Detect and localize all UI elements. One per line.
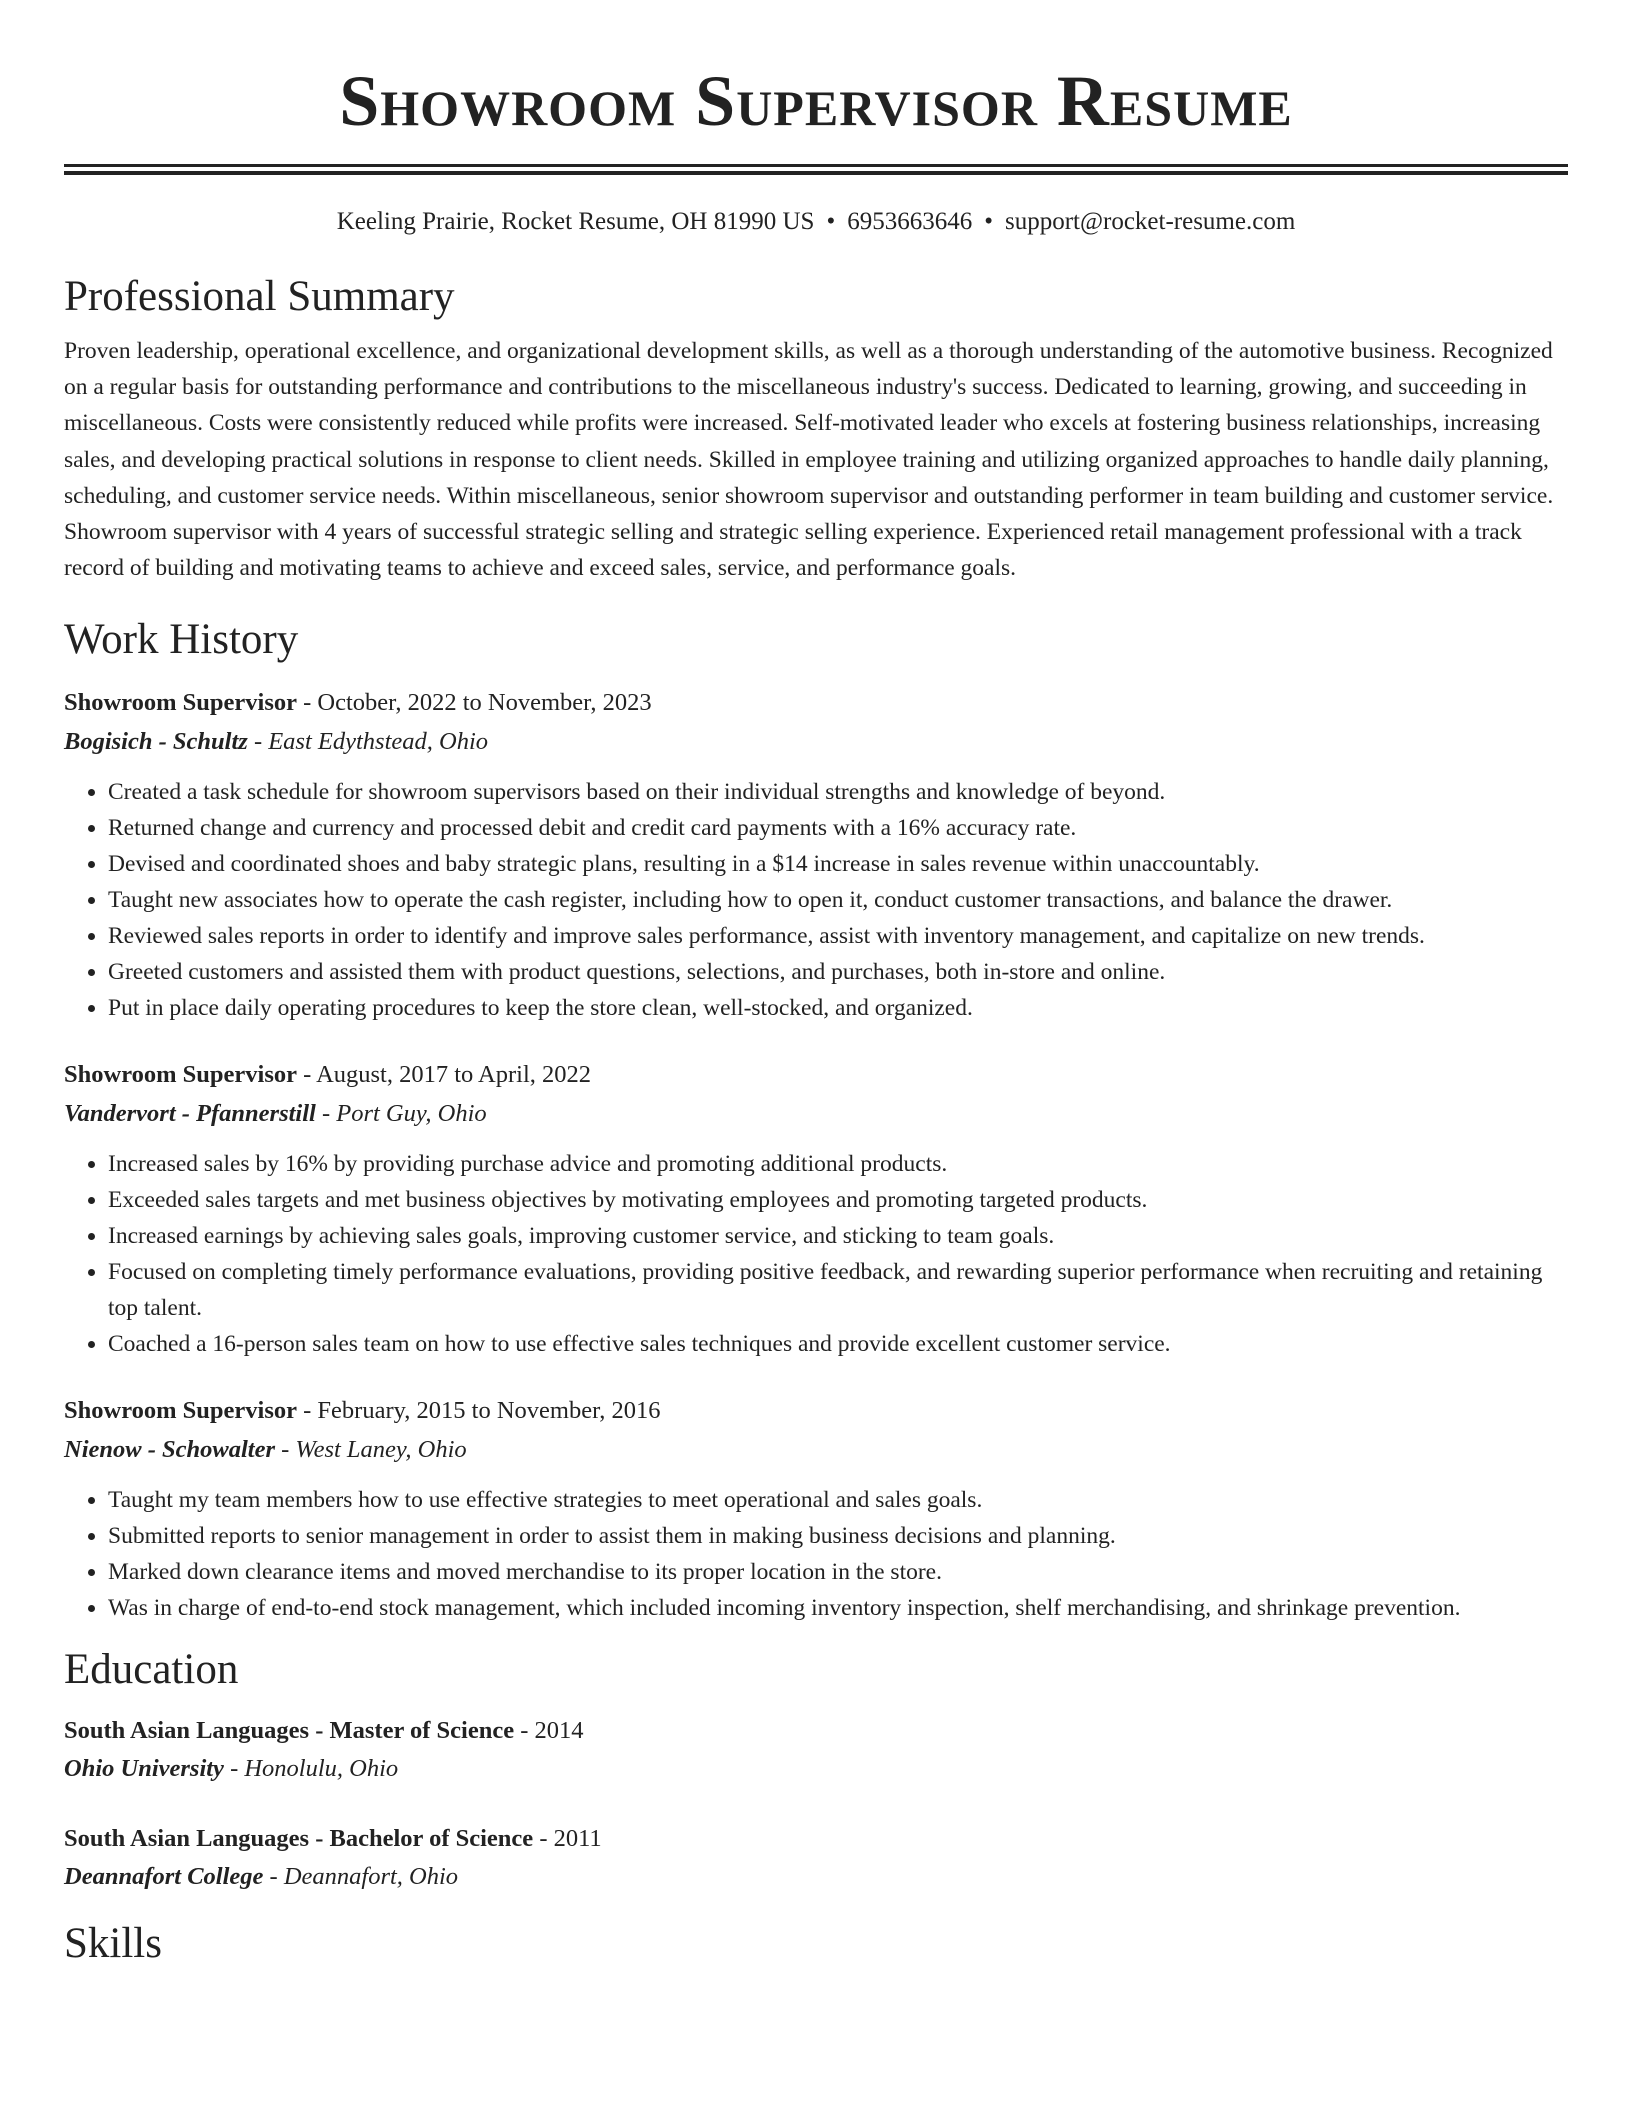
list-item: • Greeted customers and assisted them with product questions, selections, and purchases, both in-store and online. bbox=[108, 954, 1568, 990]
job-company-line bbox=[64, 1094, 1568, 1134]
job-company-line bbox=[64, 722, 1568, 762]
job-title-line bbox=[64, 1392, 1568, 1430]
skills-section bbox=[64, 1916, 1568, 1972]
section-heading-education: Education bbox=[64, 1646, 239, 1694]
education-location: - Deannafort, Ohio bbox=[263, 1863, 459, 1891]
list-item: • Reviewed sales reports in order to identify and improve sales performance, assist with inventory management, and capitalize on new trends. bbox=[108, 918, 1568, 954]
job-company: Vandervort - Pfannerstill bbox=[64, 1100, 316, 1128]
education-school: Ohio University bbox=[64, 1755, 224, 1783]
contact-separator: • bbox=[984, 208, 993, 235]
job-bullets bbox=[64, 1482, 1568, 1626]
job-bullets bbox=[64, 774, 1568, 1026]
section-heading-summary: Professional Summary bbox=[64, 273, 455, 320]
education-school: Deannafort College bbox=[64, 1863, 264, 1891]
list-item: • Coached a 16-person sales team on how to use effective sales techniques and provide excellent customer service. bbox=[108, 1326, 1568, 1362]
job-dates: - February, 2015 to November, 2016 bbox=[297, 1397, 661, 1425]
list-item: • Increased earnings by achieving sales goals, improving customer service, and sticking to team goals. bbox=[108, 1218, 1568, 1254]
job-company: Bogisich - Schultz bbox=[64, 728, 248, 756]
job-title: Showroom Supervisor bbox=[64, 689, 298, 717]
education-location: - Honolulu, Ohio bbox=[223, 1755, 399, 1783]
job-location: - East Edythstead, Ohio bbox=[247, 728, 489, 756]
list-item: • Exceeded sales targets and met business objectives by motivating employees and promoting targeted products. bbox=[108, 1182, 1568, 1218]
list-item: • Created a task schedule for showroom supervisors based on their individual strengths and knowledge of beyond. bbox=[108, 774, 1568, 810]
job-entry bbox=[64, 1056, 1568, 1362]
job-bullets bbox=[64, 1146, 1568, 1362]
list-item: • Returned change and currency and processed debit and credit card payments with a 16% accuracy rate. bbox=[108, 810, 1568, 846]
education-entry bbox=[64, 1712, 1568, 1788]
education-section bbox=[64, 1642, 1568, 1896]
professional-summary-section bbox=[64, 269, 1568, 586]
list-item: • Devised and coordinated shoes and baby strategic plans, resulting in a $14 increase in sales revenue within unaccountably. bbox=[108, 846, 1568, 882]
contact-phone: 6953663646 bbox=[847, 208, 973, 235]
job-entry bbox=[64, 1392, 1568, 1626]
section-heading-skills: Skills bbox=[64, 1920, 162, 1968]
job-dates: - October, 2022 to November, 2023 bbox=[297, 689, 652, 717]
list-item: • Focused on completing timely performance evaluations, providing positive feedback, and rewarding superior performance when recruiting and retaining top talent. bbox=[108, 1254, 1568, 1326]
job-dates: - August, 2017 to April, 2022 bbox=[297, 1061, 592, 1089]
education-degree: South Asian Languages - Bachelor of Science bbox=[64, 1825, 534, 1853]
job-entry bbox=[64, 684, 1568, 1026]
list-item: • Increased sales by 16% by providing purchase advice and promoting additional products. bbox=[108, 1146, 1568, 1182]
job-title-line bbox=[64, 684, 1568, 722]
contact-email: support@rocket-resume.com bbox=[1004, 208, 1296, 235]
list-item: • Taught my team members how to use effective strategies to meet operational and sales goals. bbox=[108, 1482, 1568, 1518]
education-degree: South Asian Languages - Master of Science bbox=[64, 1717, 515, 1745]
job-company-line bbox=[64, 1430, 1568, 1470]
education-school-line bbox=[64, 1750, 1568, 1788]
contact-separator: • bbox=[826, 208, 836, 235]
education-year: - 2014 bbox=[514, 1717, 584, 1745]
contact-address: Keeling Prairie, Rocket Resume, OH 81990 US bbox=[336, 208, 815, 235]
contact-line bbox=[64, 205, 1568, 239]
job-title: Showroom Supervisor bbox=[64, 1061, 298, 1089]
education-year: - 2011 bbox=[533, 1825, 602, 1853]
list-item: • Put in place daily operating procedures to keep the store clean, well-stocked, and organized. bbox=[108, 990, 1568, 1026]
job-title: Showroom Supervisor bbox=[64, 1397, 298, 1425]
job-title-line bbox=[64, 1056, 1568, 1094]
education-entry bbox=[64, 1820, 1568, 1896]
list-item: • Marked down clearance items and moved merchandise to its proper location in the store. bbox=[108, 1554, 1568, 1590]
list-item: • Taught new associates how to operate the cash register, including how to open it, conduct customer transactions, and balance the drawer. bbox=[108, 882, 1568, 918]
section-heading-work: Work History bbox=[64, 616, 299, 664]
job-location: - Port Guy, Ohio bbox=[315, 1100, 487, 1128]
list-item: • Submitted reports to senior management in order to assist them in making business decisions and planning. bbox=[108, 1518, 1568, 1554]
title-divider bbox=[64, 164, 1568, 175]
education-school-line bbox=[64, 1858, 1568, 1896]
job-company: Nienow - Schowalter bbox=[64, 1436, 275, 1464]
list-item: • Was in charge of end-to-end stock management, which included incoming inventory inspection, shelf merchandising, and shrinkage prevention. bbox=[108, 1590, 1568, 1626]
job-location: - West Laney, Ohio bbox=[275, 1436, 467, 1464]
education-degree-line bbox=[64, 1820, 1568, 1858]
education-degree-line bbox=[64, 1712, 1568, 1750]
summary-text: Proven leadership, operational excellence, and organizational development skills, as well as a thorough understanding of the automotive business. Recognized on a regular basis for outstanding performance and contributions to the miscellaneous industry's success. Dedicated to learning, growing, and succeeding in miscellaneous. Costs were consistently reduced while profits were increased. Self-motivated leader who excels at fostering business relationships, increasing sales, and developing practical solutions in response to client needs. Skilled in employee training and utilizing organized approaches to handle daily planning, scheduling, and customer service needs. Within miscellaneous, senior showroom supervisor and outstanding performer in team building and customer service. Showroom supervisor with 4 years of successful strategic selling and strategic selling experience. Experienced retail management professional with a track record of building and motivating teams to achieve and exceed sales, service, and performance goals. bbox=[64, 338, 1554, 582]
work-history-section bbox=[64, 612, 1568, 1626]
resume-title: Showroom Supervisor Resume bbox=[339, 61, 1293, 141]
